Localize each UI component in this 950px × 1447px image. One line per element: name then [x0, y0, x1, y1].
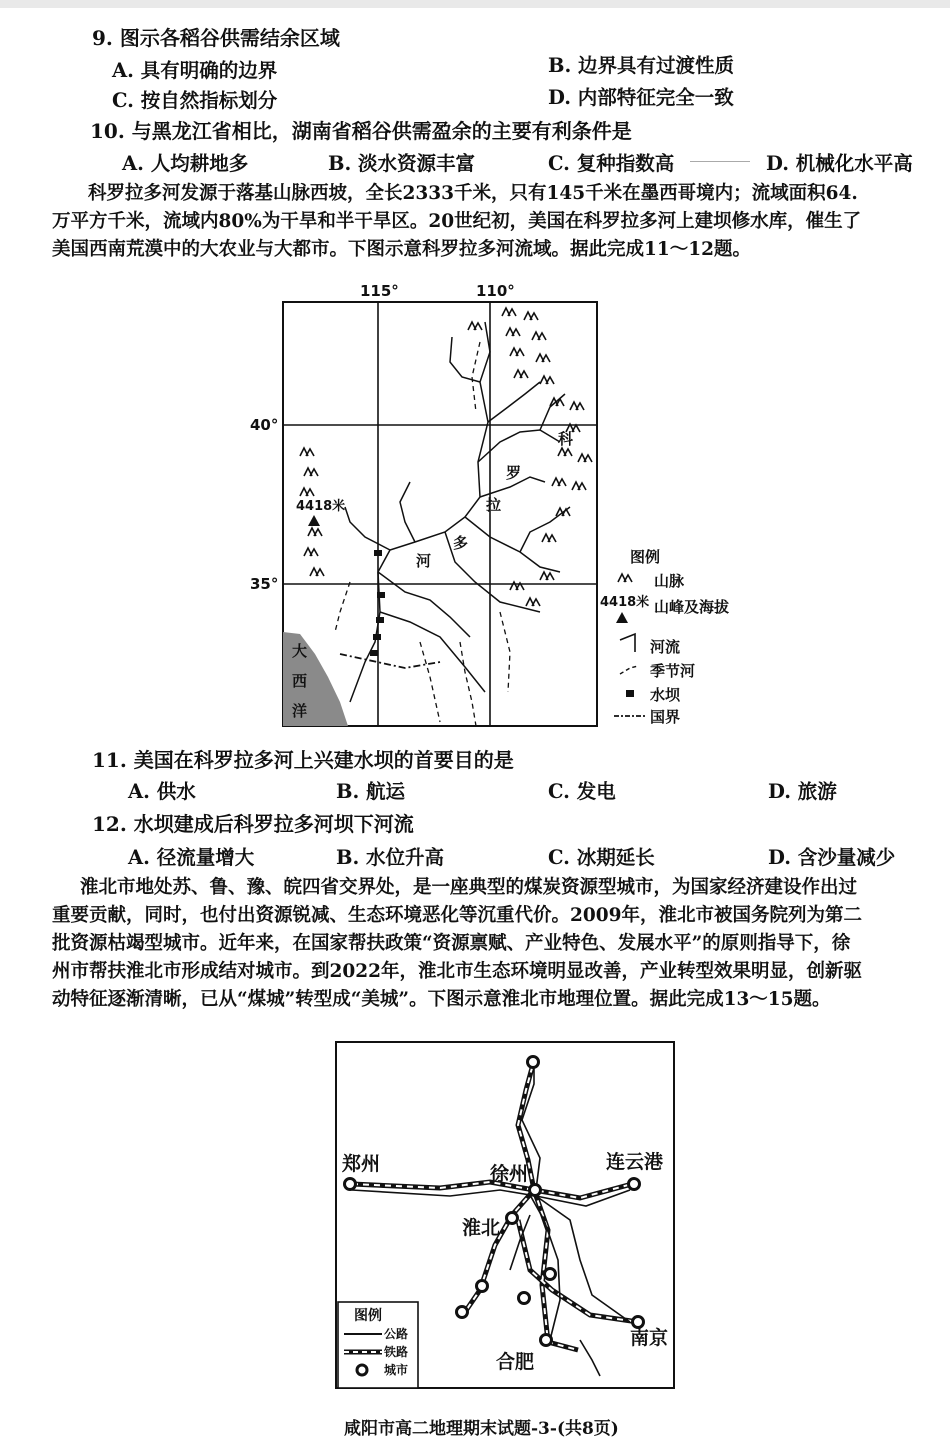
q12-option-a: A. 径流量增大 — [128, 846, 255, 869]
q9-option-b: B. 边界具有过渡性质 — [548, 54, 735, 77]
legend-city-label: 城市 — [384, 1363, 409, 1377]
city-marker-nanjing — [633, 1317, 644, 1328]
q10-option-c: C. 复种指数高 — [548, 152, 675, 175]
city-label-hefei: 合肥 — [496, 1351, 535, 1373]
q9-option-d: D. 内部特征完全一致 — [548, 86, 734, 109]
legend-mountain-label: 山脉 — [654, 572, 685, 590]
passage-line: 重要贡献，同时，也付出资源锐减、生态环境恶化等沉重代价。2009年，淮北市被国务院列为第二 — [52, 905, 862, 926]
q11-option-d: D. 旅游 — [768, 780, 837, 803]
stray-line — [690, 161, 750, 162]
river-name-char: 拉 — [486, 496, 502, 514]
city-label-huaibei: 淮北 — [462, 1217, 501, 1239]
q10-option-a: A. 人均耕地多 — [122, 152, 249, 175]
peak-elevation-label: 4418米 — [296, 499, 346, 514]
passage-line: 淮北市地处苏、鲁、豫、皖四省交界处，是一座典型的煤炭资源型城市，为国家经济建设作出过 — [80, 877, 858, 898]
q12-option-d: D. 含沙量减少 — [768, 846, 896, 869]
lon-label-110: 110° — [476, 282, 515, 300]
passage-line: 万平方千米，流域内80%为干旱和半干旱区。20世纪初，美国在科罗拉多河上建坝修水库，催生了 — [52, 211, 862, 232]
legend-river-label: 河流 — [650, 638, 681, 656]
q10-stem: 10. 与黑龙江省相比，湖南省稻谷供需盈余的主要有利条件是 — [90, 119, 632, 143]
huaibei-location-map — [330, 1040, 680, 1392]
q9-option-c: C. 按自然指标划分 — [112, 89, 278, 112]
page-footer: 咸阳市高二地理期末试题-3-(共8页) — [344, 1419, 619, 1439]
river-name-char: 河 — [416, 552, 432, 570]
city-label-lianyungang: 连云港 — [606, 1151, 664, 1173]
city-marker-zhengzhou — [345, 1179, 356, 1190]
passage-line: 批资源枯竭型城市。近年来，在国家帮扶政策“资源禀赋、产业特色、发展水平”的原则指导下，徐 — [52, 933, 851, 954]
q12-stem: 12. 水坝建成后科罗拉多河坝下河流 — [92, 812, 414, 836]
city-marker-mid4 — [519, 1293, 530, 1304]
q11-option-c: C. 发电 — [548, 780, 616, 803]
city-marker-mid3 — [545, 1269, 556, 1280]
q11-option-b: B. 航运 — [336, 780, 406, 803]
legend-peak-sample: 4418米 — [600, 595, 650, 610]
lat-label-35: 35° — [250, 575, 279, 593]
ocean-char: 大 — [292, 642, 308, 660]
city-marker-xuzhou — [530, 1185, 541, 1196]
city-label-nanjing: 南京 — [630, 1327, 669, 1349]
legend-highway-label: 公路 — [384, 1327, 409, 1341]
river-name-char: 多 — [453, 534, 469, 552]
city-marker-huaibei — [507, 1213, 518, 1224]
colorado-basin-map — [240, 282, 760, 732]
q9-option-a: A. 具有明确的边界 — [112, 59, 278, 82]
city-label-xuzhou: 徐州 — [490, 1163, 529, 1185]
q10-option-b: B. 淡水资源丰富 — [328, 152, 476, 175]
city-marker-lianyungang — [629, 1179, 640, 1190]
ocean-char: 洋 — [292, 702, 308, 720]
passage-line: 美国西南荒漠中的大农业与大都市。下图示意科罗拉多河流域。据此完成11～12题。 — [52, 239, 751, 260]
q12-option-b: B. 水位升高 — [336, 846, 445, 869]
lon-label-115: 115° — [360, 282, 399, 300]
river-name-char: 科 — [558, 430, 574, 448]
q9-stem: 9. 图示各稻谷供需结余区域 — [92, 26, 340, 50]
colorado-passage — [52, 180, 950, 264]
passage-line: 动特征逐渐清晰，已从“煤城”转型成“美城”。下图示意淮北市地理位置。据此完成13～15题。 — [52, 989, 831, 1010]
legend-peak-label: 山峰及海拔 — [654, 598, 730, 616]
q12-option-c: C. 冰期延长 — [548, 846, 655, 869]
passage-line: 科罗拉多河发源于落基山脉西坡，全长2333千米，只有145千米在墨西哥境内；流域面积64. — [88, 183, 858, 204]
q11-stem: 11. 美国在科罗拉多河上兴建水坝的首要目的是 — [92, 748, 514, 772]
ocean-char: 西 — [292, 672, 308, 690]
legend-title: 图例 — [354, 1308, 382, 1324]
city-marker-mid2 — [457, 1307, 468, 1318]
passage-line: 州市帮扶淮北市形成结对城市。到2022年，淮北市生态环境明显改善，产业转型效果明显，创新驱 — [52, 961, 862, 982]
city-marker-hefei — [541, 1335, 552, 1346]
legend-railway-label: 铁路 — [384, 1345, 409, 1359]
map2-legend — [338, 1302, 418, 1388]
map1-legend — [600, 548, 729, 726]
legend-title: 图例 — [630, 548, 661, 566]
city-marker-north — [528, 1057, 539, 1068]
top-edge — [0, 0, 950, 8]
lat-label-40: 40° — [250, 416, 279, 434]
huaibei-passage — [52, 874, 950, 1014]
legend-dam-label: 水坝 — [650, 686, 681, 704]
q10-option-d: D. 机械化水平高 — [766, 152, 913, 175]
legend-border-label: 国界 — [650, 708, 681, 726]
legend-seasonal-label: 季节河 — [650, 662, 696, 680]
q11-option-a: A. 供水 — [128, 780, 196, 803]
river-name-char: 罗 — [506, 464, 522, 482]
city-marker-mid1 — [477, 1281, 488, 1292]
city-label-zhengzhou: 郑州 — [342, 1153, 381, 1175]
